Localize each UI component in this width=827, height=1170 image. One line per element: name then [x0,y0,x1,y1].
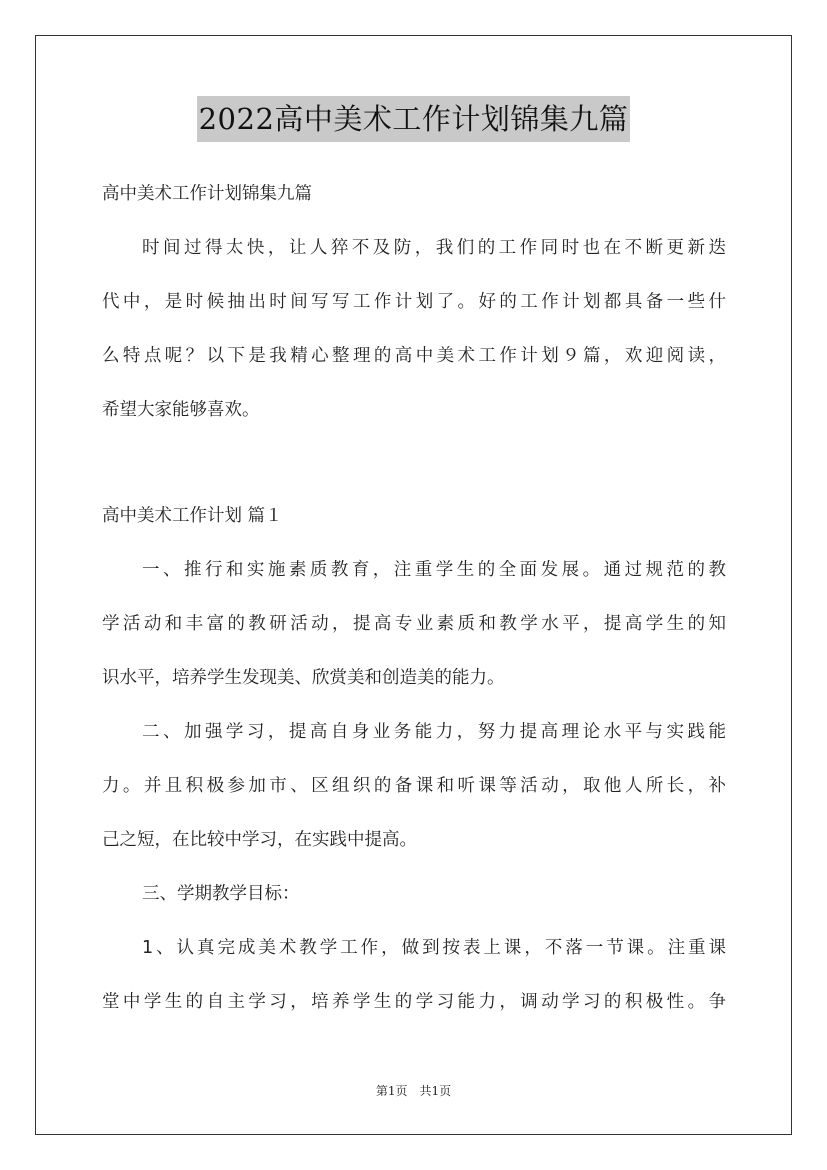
paragraph-line: 己之短，在比较中学习，在实践中提高。 [102,830,417,850]
intro-line: 时间过得太快，让人猝不及防，我们的工作同时也在不断更新迭 [142,238,726,258]
section-heading: 高中美术工作计划 篇１ [102,506,283,526]
paragraph-line: 力。并且积极参加市、区组织的备课和听课等活动，取他人所长，补 [102,776,726,796]
document-body [102,172,726,1034]
document-title: 2022高中美术工作计划锦集九篇 [197,96,631,142]
paragraph-line: 学活动和丰富的教研活动，提高专业素质和教学水平，提高学生的知 [102,614,726,634]
paragraph-line: 堂中学生的自主学习，培养学生的学习能力，调动学习的积极性。争 [102,992,726,1012]
paragraph-line: 识水平，培养学生发现美、欣赏美和创造美的能力。 [102,668,505,688]
intro-line: 希望大家能够喜欢。 [102,400,260,420]
paragraph-line: 二、加强学习，提高自身业务能力，努力提高理论水平与实践能 [142,722,726,742]
page-footer: 第1页 共1页 [375,1084,452,1098]
paragraph-line: 一、推行和实施素质教育，注重学生的全面发展。通过规范的教 [142,560,726,580]
document-subtitle: 高中美术工作计划锦集九篇 [102,184,312,204]
paragraph-line: 三、学期教学目标： [142,884,300,904]
title-container [0,96,827,142]
intro-line: 代中，是时候抽出时间写写工作计划了。好的工作计划都具备一些什 [102,292,726,312]
paragraph-spacer [102,442,726,494]
paragraph-line: 1、认真完成美术教学工作，做到按表上课，不落一节课。注重课 [142,938,726,958]
intro-line: 么特点呢？以下是我精心整理的高中美术工作计划９篇，欢迎阅读， [102,346,726,366]
